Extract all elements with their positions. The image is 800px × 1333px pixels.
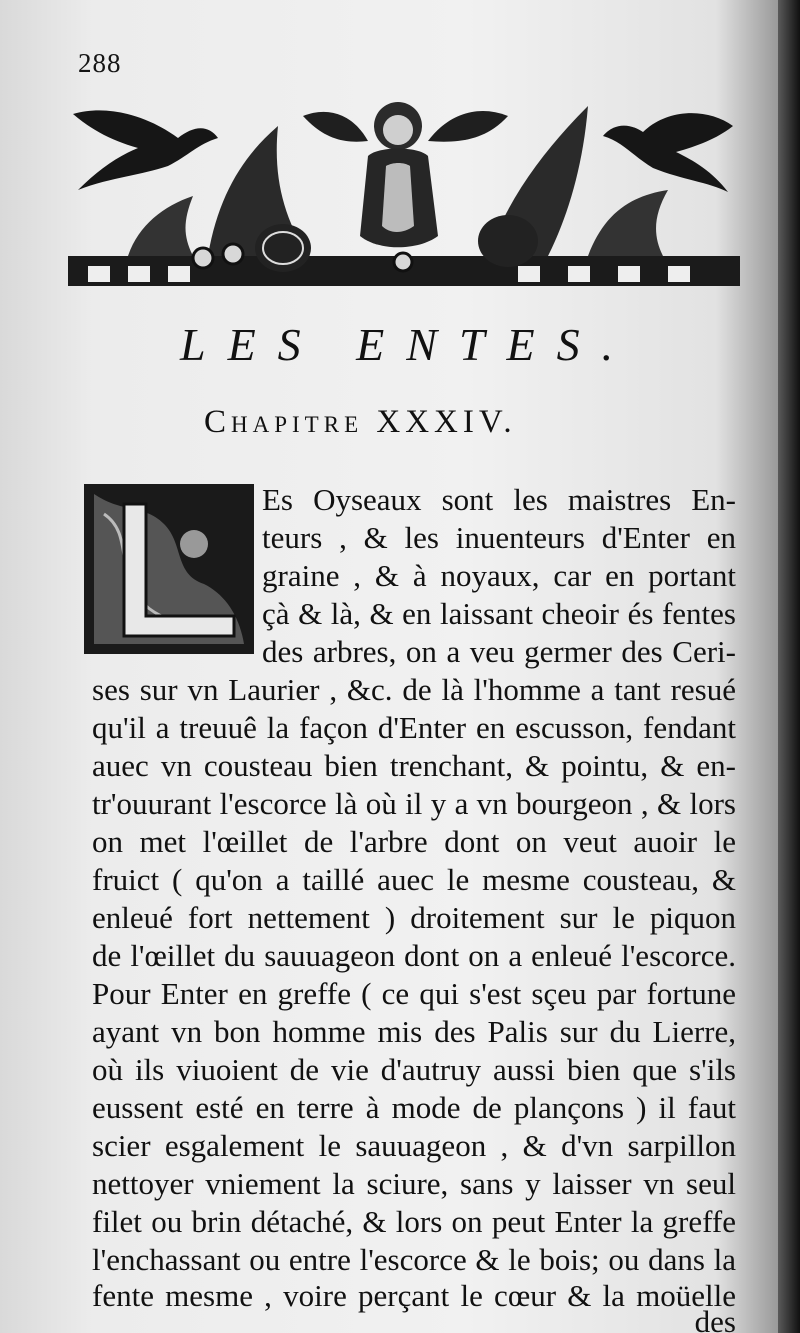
- text-line: fruict ( qu'on a taillé auec le mesme cousteau, &: [92, 862, 736, 897]
- text-line: l'enchassant ou entre l'escorce & le bois; ou dans la: [92, 1242, 736, 1277]
- text-line: çà & là, & en laissant cheoir és fentes: [262, 596, 736, 631]
- text-line: ses sur vn Laurier , &c. de là l'homme a tant resué: [92, 672, 736, 707]
- text-line: de l'œillet du sauuageon dont on a enleué l'escorce.: [92, 938, 736, 973]
- text-line: Pour Enter en greffe ( ce qui s'est sçeu par fortune: [92, 976, 736, 1011]
- text-line: nettoyer vniement la sciure, sans y laisser vn seul: [92, 1166, 736, 1201]
- text-line: Es Oyseaux sont les maistres En-: [262, 482, 736, 517]
- text-line: eussent esté en terre à mode de plançons ) il faut: [92, 1090, 736, 1125]
- text-line: où ils viuoient de vie d'autruy aussi bien que s'ils: [92, 1052, 736, 1087]
- text-line: tr'ouurant l'escorce là où il y a vn bourgeon , & lors: [92, 786, 736, 821]
- text-line: des arbres, on a veu germer des Ceri-: [262, 634, 736, 669]
- section-title: LES ENTES.: [180, 319, 636, 370]
- page-edge: [778, 0, 800, 1333]
- page-number: 288: [78, 48, 122, 78]
- headpiece-ornament-icon: [68, 86, 740, 290]
- text-line: scier esgalement le sauuageon , & d'vn sarpillon: [92, 1128, 736, 1163]
- text-line: fente mesme , voire perçant le cœur & la moüelle: [92, 1278, 736, 1313]
- text-line: qu'il a treuuê la façon d'Enter en escusson, fendant: [92, 710, 736, 745]
- text-line: enleué fort nettement ) droitement sur le piquon: [92, 900, 736, 935]
- text-line: teurs , & les inuenteurs d'Enter en: [262, 520, 736, 555]
- text-line: ayant vn bon homme mis des Palis sur du Lierre,: [92, 1014, 736, 1049]
- text-line: filet ou brin détaché, & lors on peut Enter la greffe: [92, 1204, 736, 1239]
- chapter-heading: Chapitre XXXIV.: [204, 404, 517, 440]
- text-line: auec vn cousteau bien trenchant, & pointu, & en-: [92, 748, 736, 783]
- catchword: des: [694, 1304, 736, 1333]
- dropcap-initial-icon: [84, 484, 254, 654]
- text-line: graine , & à noyaux, car en portant: [262, 558, 736, 593]
- text-line: on met l'œillet de l'arbre dont on veut auoir le: [92, 824, 736, 859]
